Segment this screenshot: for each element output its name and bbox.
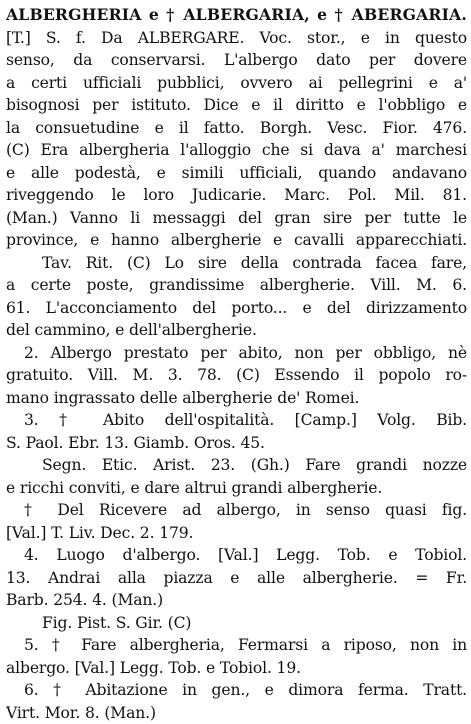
text-line: S. Paol. Ebr. 13. Giamb. Oros. 45. <box>6 432 467 455</box>
text-line: gratuito. Vill. M. 3. 78. (C) Essendo il popolo ro- <box>6 364 467 387</box>
text-line: 3. † Abito dell'ospitalità. [Camp.] Volg. Bib. <box>6 409 467 432</box>
text-line: bisognosi per istituto. Dice e il diritto e l'obbligo e <box>6 94 467 117</box>
text-line: e alle podestà, e simili ufficiali, quando andavano <box>6 162 467 185</box>
text-line: senso, da conservarsi. L'albergo dato per dovere <box>6 49 467 72</box>
text-line: (C) Era albergheria l'alloggio che si dava a' marchesi <box>6 139 467 162</box>
text-line: albergo. [Val.] Legg. Tob. e Tobiol. 19. <box>6 657 467 680</box>
text-line: la consuetudine e il fatto. Borgh. Vesc. Fior. 476. <box>6 117 467 140</box>
text-line: 61. L'acconciamento del porto... e del dirizzamento <box>6 297 467 320</box>
text-line: 2. Albergo prestato per abito, non per obbligo, nè <box>6 342 467 365</box>
text-line: a certe poste, grandissime albergherie. Vill. M. 6. <box>6 274 467 297</box>
text-line: Fig. Pist. S. Gir. (C) <box>6 612 467 635</box>
text-line: [Val.] T. Liv. Dec. 2. 179. <box>6 522 467 545</box>
entry-headword: ALBERGHERIA e † ALBERGARIA, e † ABERGARIA. <box>6 4 467 27</box>
text-line: [T.] S. f. Da ALBERGARE. Voc. stor., e in questo <box>6 27 467 50</box>
text-line: (Man.) Vanno li messaggi del gran sire per tutte le <box>6 207 467 230</box>
text-line: 5. † Fare albergheria, Fermarsi a riposo, non in <box>6 634 467 657</box>
text-line: del cammino, e dell'albergherie. <box>6 319 467 342</box>
text-line: a certi ufficiali pubblici, ovvero ai pellegrini e a' <box>6 72 467 95</box>
text-line: province, e hanno albergherie e cavalli apparecchiati. <box>6 229 467 252</box>
entry-text-block <box>6 4 467 724</box>
text-line: Segn. Etic. Arist. 23. (Gh.) Fare grandi nozze <box>6 454 467 477</box>
text-line: † Del Ricevere ad albergo, in senso quasi fig. <box>6 499 467 522</box>
text-line: e ricchi conviti, e dare altrui grandi albergherie. <box>6 477 467 500</box>
text-line: 4. Luogo d'albergo. [Val.] Legg. Tob. e Tobiol. <box>6 544 467 567</box>
text-line: 13. Andrai alla piazza e alle albergherie. = Fr. <box>6 567 467 590</box>
text-line: 6. † Abitazione in gen., e dimora ferma. Tratt. <box>6 679 467 702</box>
text-line: Tav. Rit. (C) Lo sire della contrada facea fare, <box>6 252 467 275</box>
text-line: riveggendo le loro Judicarie. Marc. Pol. Mil. 81. <box>6 184 467 207</box>
text-line: Barb. 254. 4. (Man.) <box>6 589 467 612</box>
text-line: mano ingrassato delle albergherie de' Romei. <box>6 387 467 410</box>
text-line: Virt. Mor. 8. (Man.) <box>6 702 467 724</box>
